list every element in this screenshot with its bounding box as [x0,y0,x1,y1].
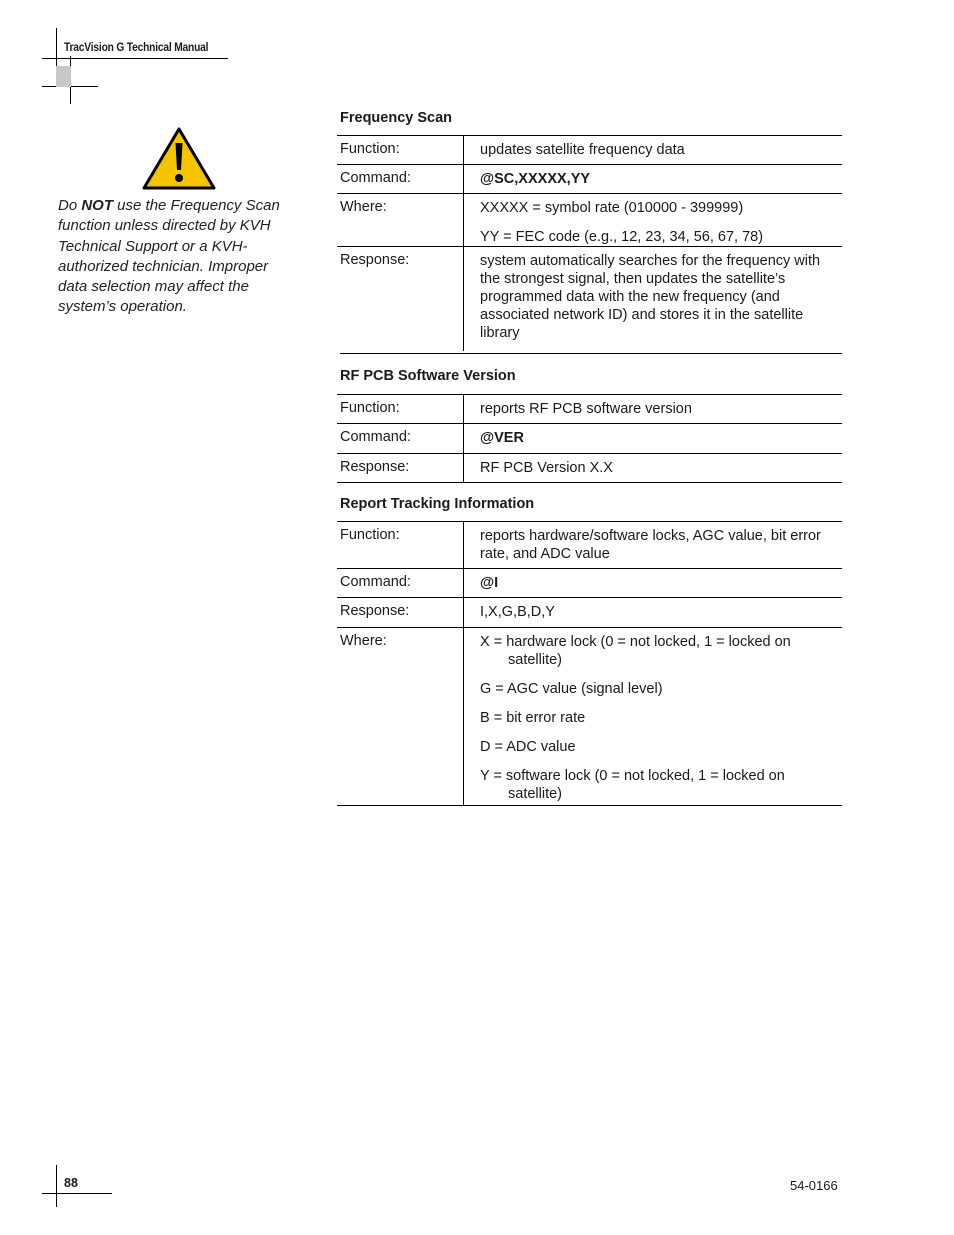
row-label: Function: [340,400,400,416]
row-label: Command: [340,170,411,186]
warning-triangle-icon [142,127,216,190]
table-row [337,522,842,569]
command-value: @VER [480,430,524,446]
row-value: reports RF PCB software version [480,401,692,417]
where-item: D = ADC value [480,739,576,755]
header-title: TracVision G Technical Manual [64,40,209,54]
crop-mark-vertical [56,1165,57,1207]
row-label: Where: [340,199,387,215]
where-item: XXXXX = symbol rate (010000 - 399999) [480,200,744,216]
row-value: I,X,G,B,D,Y [480,604,555,620]
row-label: Command: [340,574,411,590]
row-value: updates satellite frequency data [480,142,685,158]
table-row [337,424,842,454]
tracking-table [337,521,842,806]
row-label: Function: [340,527,400,543]
document-number: 54-0166 [790,1178,838,1193]
table-row [337,454,842,483]
where-item: X = hardware lock (0 = not locked, 1 = locked on satellite) [480,634,791,668]
row-label: Response: [340,459,410,475]
rf-pcb-table [337,394,842,483]
page-number: 88 [64,1176,78,1190]
row-value [480,628,825,809]
table-row [337,598,842,628]
crop-mark-horizontal [42,1193,112,1194]
row-label: Function: [340,141,400,157]
crop-mark-horizontal [42,58,228,59]
table-row [337,165,842,194]
section-title-tracking: Report Tracking Information [340,496,535,512]
table-row [337,569,842,598]
section-title-rf-pcb: RF PCB Software Version [340,368,516,384]
command-value: @SC,XXXXX,YY [480,171,591,187]
row-value [480,194,842,252]
registration-box [56,66,71,87]
row-value: system automatically searches for the frequency with the strongest signal, then updates the satellite’s programmed data with the new frequency (and associated network ID) and stores it in the satellite library [480,253,821,341]
row-value: reports hardware/software locks, AGC value, bit error rate, and ADC value [480,528,821,562]
frequency-scan-table [337,135,842,353]
where-item: YY = FEC code (e.g., 12, 23, 34, 56, 67, 78) [480,229,764,245]
table-row [337,136,842,165]
table-row [337,628,842,806]
warning-emphasis: NOT [81,197,114,214]
table-bottom-rule [340,353,842,354]
where-item: B = bit error rate [480,710,586,726]
row-label: Response: [340,603,410,619]
section-title-frequency-scan: Frequency Scan [340,110,453,126]
table-row [337,194,842,247]
row-label: Where: [340,633,387,649]
command-value: @I [480,575,499,591]
table-row [337,395,842,424]
row-value: RF PCB Version X.X [480,460,613,476]
table-row [337,247,842,353]
row-label: Command: [340,429,411,445]
where-item: Y = software lock (0 = not locked, 1 = locked on satellite) [480,768,785,802]
where-item: G = AGC value (signal level) [480,681,663,697]
warning-note: Do NOT use the Frequency Scan function unless directed by KVH Technical Support or a KVH-authorized technician. Improper data selection may affect the system’s operation. [58,197,280,316]
row-label: Response: [340,252,410,268]
